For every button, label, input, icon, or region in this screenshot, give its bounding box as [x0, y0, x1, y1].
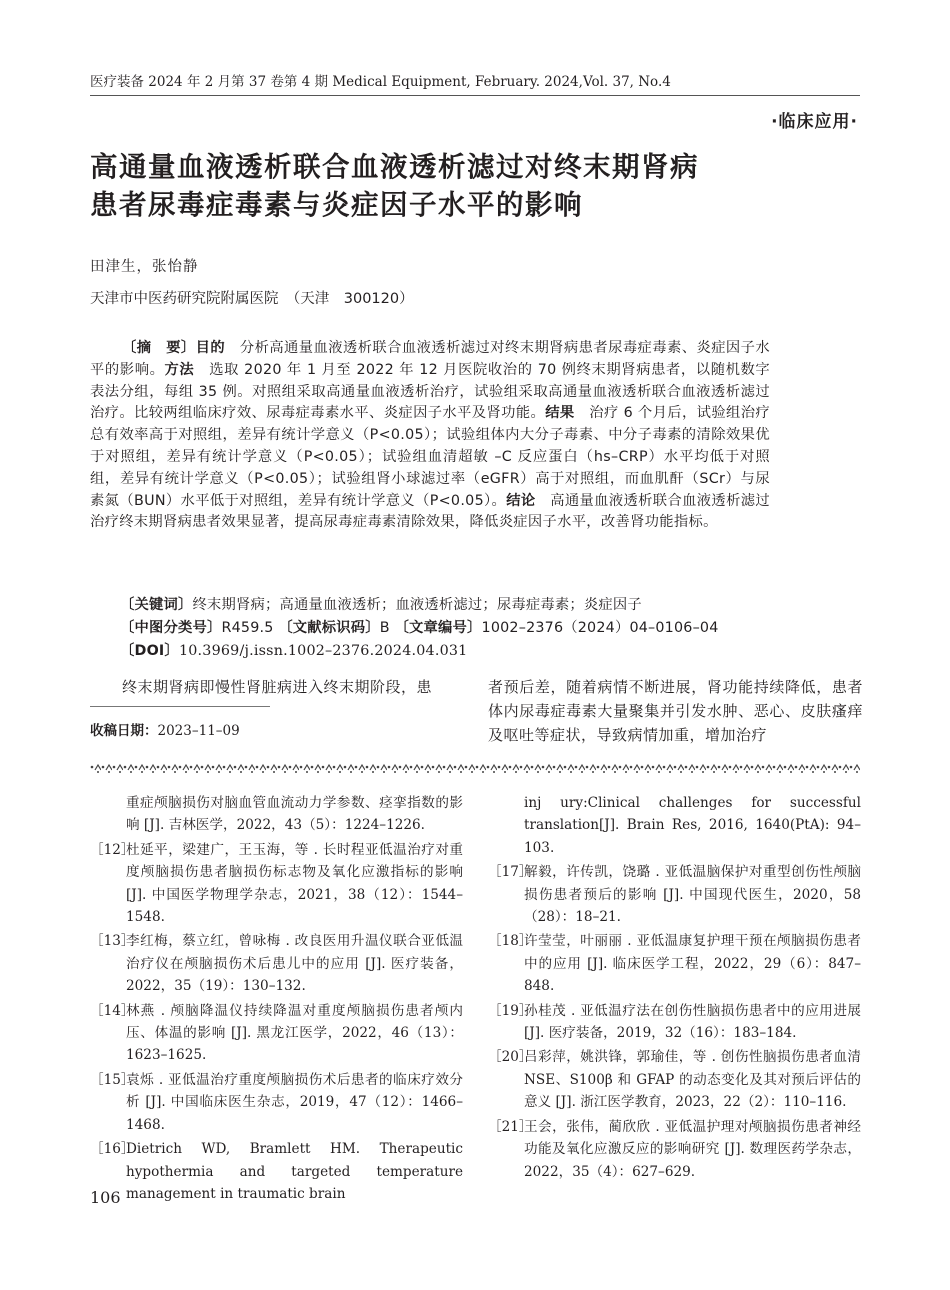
abstract — [90, 338, 770, 534]
result-label: 结果 — [545, 405, 575, 422]
received-date — [90, 719, 240, 739]
cls-label: 〔中图分类号〕 — [120, 620, 222, 636]
title-line-2: 患者尿毒症毒素与炎症因子水平的影响 — [90, 189, 583, 221]
reference-item: ［21］ 王会，张伟，蔺欣欣 . 亚低温护理对颅脑损伤患者神经功能及氧化应激反应的影响研究 [J]. 数理医药学杂志，2022，35（4）：627–629. — [488, 1118, 861, 1180]
title-line-1: 高通量血液透析联合血液透析滤过对终末期肾病 — [90, 151, 699, 183]
reference-item: ［13］ 李红梅，蔡立红，曾咏梅 . 改良医用升温仪联合亚低温治疗仪在颅脑损伤术后患儿中的应用 [J]. 医疗装备，2022，35（19）：130–132. — [90, 933, 463, 995]
article-title — [90, 148, 810, 224]
reference-item: ［18］ 许莹莹，叶丽丽 . 亚低温康复护理干预在颅脑损伤患者中的应用 [J]. 临床医学工程，2022，29（6）：847–848. — [488, 933, 861, 995]
received-value: 2023–11–09 — [157, 723, 240, 739]
reference-item: ［16］ Dietrich WD, Bramlett HM. Therapeutic hypothermia and targeted temperature management in traumatic brain — [90, 1141, 463, 1202]
keywords-line — [120, 594, 642, 614]
keywords-text: 终末期肾病；高通量血液透析；血液透析滤过；尿毒症毒素；炎症因子 — [192, 597, 642, 613]
reference-item: ［17］ 解毅，许传凯，饶璐 . 亚低温脑保护对重型创伤性颅脑损伤患者预后的影响 [J]. 中国现代医生，2020，58（28）：18–21. — [488, 864, 861, 926]
intro-left-text: 终末期肾病即慢性肾脏病进入终末期阶段，患 — [122, 678, 433, 696]
affiliation: 天津市中医药研究院附属医院 （天津 300120） — [90, 291, 414, 307]
header-rule — [90, 95, 860, 96]
doc-code-label: 〔文献标识码〕 — [278, 620, 380, 636]
reference-item: ［19］ 孙桂茂 . 亚低温疗法在创伤性脑损伤患者中的应用进展 [J]. 医疗装备，2019，32（16）：183–184. — [488, 1002, 861, 1042]
reference-item: ［20］ 吕彩萍，姚洪锋，郭瑜佳，等 . 创伤性脑损伤患者血清 NSE、S100β 和 GFAP 的动态变化及其对预后评估的意义 [J]. 浙江医学教育，2023，22（2）：110–116. — [488, 1049, 861, 1111]
result-text: 治疗 6 个月后，试验组治疗总有效率高于对照组，差异有统计学意义（P<0.05）；试验组体内大分子毒素、中分子毒素的清除效果优于对照组，差异有统计学意义（P<0.05）；试验组血清超敏 –C 反应蛋白（hs–CRP）水平均低于对照组，差异有统计学意义（P<0.05）；试验组肾小球滤过率（eGFR）高于对照组，而血肌酐（SCr）与尿素氮（BUN）水平低于对照组，差异有统计学意义（P<0.05）。 — [90, 405, 770, 509]
conclusion-text: 高通量血液透析联合血液透析滤过治疗终末期肾病患者效果显著，提高尿毒症毒素清除效果，降低炎症因子水平，改善肾功能指标。 — [90, 492, 770, 531]
article-no-value: 1002–2376（2024）04–0106–04 — [481, 620, 719, 636]
received-label: 收稿日期： — [90, 723, 158, 739]
doi-line — [120, 640, 467, 660]
references-right — [488, 792, 861, 1185]
reference-item: inj ury:Clinical challenges for successful translation[J]. Brain Res, 2016, 1640(PtA): 94–103. — [524, 795, 861, 856]
ornamental-divider — [90, 762, 860, 776]
cls-value: R459.5 — [221, 620, 274, 636]
running-header: 医疗装备 2024 年 2 月第 37 卷第 4 期 Medical Equipment, February. 2024,Vol. 37, No.4 — [90, 74, 671, 90]
received-rule — [90, 706, 270, 707]
objective-text: 分析高通量血液透析联合血液透析滤过对终末期肾病患者尿毒症毒素、炎症因子水平的影响。 — [90, 340, 770, 378]
reference-item: 重症颅脑损伤对脑血管血流动力学参数、痉挛指数的影响 [J]. 吉林医学，2022，43（5）：1224–1226. — [126, 795, 463, 834]
reference-item: ［14］ 林燕 . 颅脑降温仪持续降温对重度颅脑损伤患者颅内压、体温的影响 [J]. 黑龙江医学，2022，46（13）：1623–1625. — [90, 1002, 463, 1064]
doc-code-value: B — [379, 620, 390, 636]
section-tag: ·临床应用· — [771, 112, 858, 132]
references-left — [90, 792, 463, 1207]
ornament-svg — [90, 762, 860, 776]
conclusion-label: 结论 — [506, 492, 536, 509]
method-label: 方法 — [164, 361, 195, 378]
article-no-label: 〔文章编号〕 — [394, 620, 482, 636]
method-text: 选取 2020 年 1 月至 2022 年 12 月医院收治的 70 例终末期肾病患者，以随机数字表法分组，每组 35 例。对照组采取高通量血液透析治疗，试验组采取高通量血液透析联合血液透析滤过治疗。比较两组临床疗效、尿毒症毒素水平、炎症因子水平及肾功能。 — [90, 361, 770, 422]
authors: 田津生，张怡静 — [90, 259, 199, 275]
reference-item: ［12］ 杜延平，梁建广，王玉海，等 . 长时程亚低温治疗对重度颅脑损伤患者脑损伤标志物及氧化应激指标的影响 [J]. 中国医学物理学杂志，2021，38（12）：1544–1548. — [90, 841, 463, 926]
abstract-label: 〔摘 要〕 — [122, 340, 196, 356]
intro-right-text: 者预后差，随着病情不断进展，肾功能持续降低，患者体内尿毒症毒素大量聚集并引发水肿、恶心、皮肤瘙痒及呕吐等症状，导致病情加重，增加治疗 — [488, 678, 863, 744]
objective-label: 目的 — [195, 340, 226, 356]
classification-line — [120, 617, 719, 637]
page-number: 106 — [90, 1188, 121, 1207]
doi-label: 〔DOI〕 — [120, 643, 179, 659]
doi-value[interactable]: 10.3969/j.issn.1002–2376.2024.04.031 — [178, 643, 468, 659]
reference-item: ［15］ 袁烁 . 亚低温治疗重度颅脑损伤术后患者的临床疗效分析 [J]. 中国临床医生杂志，2019，47（12）：1466–1468. — [90, 1071, 463, 1133]
keywords-label: 〔关键词〕 — [120, 597, 193, 613]
